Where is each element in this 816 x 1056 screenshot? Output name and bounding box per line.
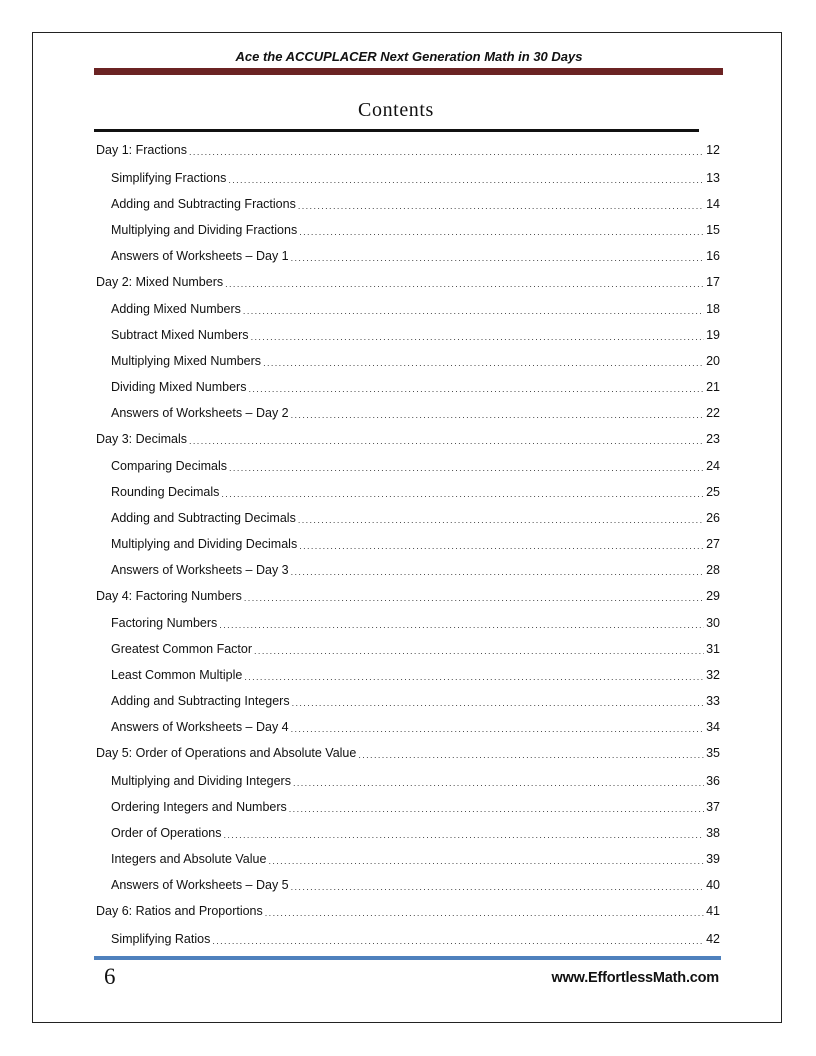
toc-entry-label: Rounding Decimals (111, 485, 220, 499)
toc-entry-label: Multiplying Mixed Numbers (111, 354, 262, 368)
toc-entry-page: 33 (706, 694, 720, 708)
toc-dot-leader (291, 252, 704, 264)
toc-dot-leader (358, 749, 704, 761)
toc-entry-page: 41 (706, 904, 720, 918)
toc-entry[interactable] (111, 246, 720, 264)
toc-entry-label: Day 3: Decimals (96, 432, 187, 446)
toc-entry-label: Answers of Worksheets – Day 1 (111, 249, 289, 263)
toc-dot-leader (298, 514, 704, 526)
toc-entry-page: 23 (706, 432, 720, 446)
toc-entry[interactable] (111, 351, 720, 369)
toc-entry-page: 13 (706, 171, 720, 185)
toc-entry-page: 19 (706, 328, 720, 342)
toc-entry-label: Adding and Subtracting Decimals (111, 511, 296, 525)
toc-entry-label: Integers and Absolute Value (111, 852, 267, 866)
toc-entry[interactable] (111, 691, 720, 709)
toc-entry-page: 16 (706, 249, 720, 263)
toc-entry-label: Comparing Decimals (111, 459, 228, 473)
toc-entry[interactable] (96, 272, 720, 290)
toc-entry-label: Adding and Subtracting Integers (111, 694, 290, 708)
toc-entry[interactable] (111, 220, 720, 238)
toc-dot-leader (244, 671, 704, 683)
toc-entry-page: 15 (706, 223, 720, 237)
toc-entry-label: Dividing Mixed Numbers (111, 380, 247, 394)
toc-dot-leader (292, 697, 704, 709)
toc-entry-page: 35 (706, 746, 720, 760)
toc-entry-label: Least Common Multiple (111, 668, 243, 682)
toc-entry-label: Answers of Worksheets – Day 3 (111, 563, 289, 577)
toc-entry-page: 21 (706, 380, 720, 394)
toc-entry-page: 34 (706, 720, 720, 734)
toc-entry[interactable] (111, 377, 720, 395)
toc-dot-leader (291, 723, 704, 735)
toc-dot-leader (228, 174, 704, 186)
toc-dot-leader (293, 777, 704, 789)
toc-entry[interactable] (111, 403, 720, 421)
toc-entry[interactable] (111, 875, 720, 893)
toc-entry[interactable] (111, 613, 720, 631)
toc-entry-page: 17 (706, 275, 720, 289)
toc-entry[interactable] (111, 665, 720, 683)
toc-entry-label: Factoring Numbers (111, 616, 218, 630)
toc-dot-leader (291, 566, 704, 578)
toc-entry[interactable] (96, 140, 720, 158)
toc-entry[interactable] (111, 482, 720, 500)
toc-entry-label: Multiplying and Dividing Integers (111, 774, 291, 788)
toc-entry[interactable] (111, 534, 720, 552)
page-number: 6 (104, 964, 116, 989)
toc-entry-page: 28 (706, 563, 720, 577)
toc-entry-page: 36 (706, 774, 720, 788)
toc-entry-label: Day 5: Order of Operations and Absolute Value (96, 746, 357, 760)
toc-dot-leader (219, 619, 704, 631)
toc-entry[interactable] (111, 639, 720, 657)
toc-entry-page: 22 (706, 406, 720, 420)
toc-entry-page: 40 (706, 878, 720, 892)
toc-entry[interactable] (111, 456, 720, 474)
toc-title: Contents (358, 99, 434, 121)
toc-entry-label: Ordering Integers and Numbers (111, 800, 287, 814)
toc-dot-leader (251, 331, 705, 343)
toc-entry[interactable] (111, 508, 720, 526)
toc-entry[interactable] (111, 168, 720, 186)
toc-entry-page: 32 (706, 668, 720, 682)
toc-entry-label: Answers of Worksheets – Day 4 (111, 720, 289, 734)
toc-entry-label: Answers of Worksheets – Day 2 (111, 406, 289, 420)
toc-entry[interactable] (111, 797, 720, 815)
toc-entry-label: Adding Mixed Numbers (111, 302, 241, 316)
toc-dot-leader (212, 935, 704, 947)
toc-dot-leader (221, 488, 704, 500)
toc-entry-label: Day 4: Factoring Numbers (96, 589, 242, 603)
toc-entry[interactable] (96, 901, 720, 919)
toc-dot-leader (243, 305, 704, 317)
toc-dot-leader (254, 645, 704, 657)
toc-dot-leader (268, 855, 704, 867)
toc-entry-label: Simplifying Ratios (111, 932, 211, 946)
toc-dot-leader (248, 383, 704, 395)
toc-entry-page: 39 (706, 852, 720, 866)
toc-dot-leader (229, 462, 704, 474)
toc-dot-leader (244, 592, 704, 604)
toc-entry-label: Day 6: Ratios and Proportions (96, 904, 263, 918)
toc-entry[interactable] (111, 325, 720, 343)
toc-entry-page: 24 (706, 459, 720, 473)
toc-entry-page: 14 (706, 197, 720, 211)
toc-entry-label: Multiplying and Dividing Fractions (111, 223, 298, 237)
toc-entry[interactable] (111, 560, 720, 578)
toc-entry[interactable] (111, 299, 720, 317)
toc-entry-label: Multiplying and Dividing Decimals (111, 537, 298, 551)
toc-entry[interactable] (96, 586, 720, 604)
toc-dot-leader (289, 803, 704, 815)
toc-dot-leader (291, 881, 704, 893)
toc-entry[interactable] (111, 929, 720, 947)
toc-entry-label: Simplifying Fractions (111, 171, 227, 185)
toc-entry[interactable] (111, 194, 720, 212)
toc-entry[interactable] (96, 743, 720, 761)
toc-entry[interactable] (96, 429, 720, 447)
footer-rule (94, 956, 721, 960)
toc-entry[interactable] (111, 771, 720, 789)
toc-entry-page: 37 (706, 800, 720, 814)
toc-entry-label: Answers of Worksheets – Day 5 (111, 878, 289, 892)
toc-entry-page: 30 (706, 616, 720, 630)
toc-entry-page: 12 (706, 143, 720, 157)
toc-dot-leader (223, 829, 704, 841)
toc-entry[interactable] (111, 849, 720, 867)
toc-entry-page: 26 (706, 511, 720, 525)
toc-entry-page: 42 (706, 932, 720, 946)
toc-dot-leader (298, 200, 704, 212)
toc-entry-page: 38 (706, 826, 720, 840)
toc-dot-leader (225, 278, 704, 290)
toc-entry-label: Day 1: Fractions (96, 143, 188, 157)
toc-dot-leader (265, 907, 704, 919)
toc-entry-page: 25 (706, 485, 720, 499)
footer-website-link[interactable]: www.EffortlessMath.com (551, 970, 719, 986)
toc-dot-leader (291, 409, 704, 421)
running-header-title: Ace the ACCUPLACER Next Generation Math in 30 Days (235, 49, 583, 64)
toc-entry-page: 29 (706, 589, 720, 603)
toc-entry[interactable] (111, 823, 720, 841)
toc-entry-label: Day 2: Mixed Numbers (96, 275, 224, 289)
toc-dot-leader (299, 226, 704, 238)
toc-entry-page: 20 (706, 354, 720, 368)
toc-dot-leader (263, 357, 704, 369)
toc-dot-leader (189, 435, 704, 447)
toc-dot-leader (299, 540, 704, 552)
toc-entry-page: 31 (706, 642, 720, 656)
toc-entry-page: 27 (706, 537, 720, 551)
toc-entry-label: Adding and Subtracting Fractions (111, 197, 296, 211)
toc-entry-label: Subtract Mixed Numbers (111, 328, 249, 342)
toc-entry-label: Greatest Common Factor (111, 642, 253, 656)
toc-dot-leader (189, 146, 704, 158)
toc-entry-label: Order of Operations (111, 826, 222, 840)
toc-entry[interactable] (111, 717, 720, 735)
toc-entry-page: 18 (706, 302, 720, 316)
